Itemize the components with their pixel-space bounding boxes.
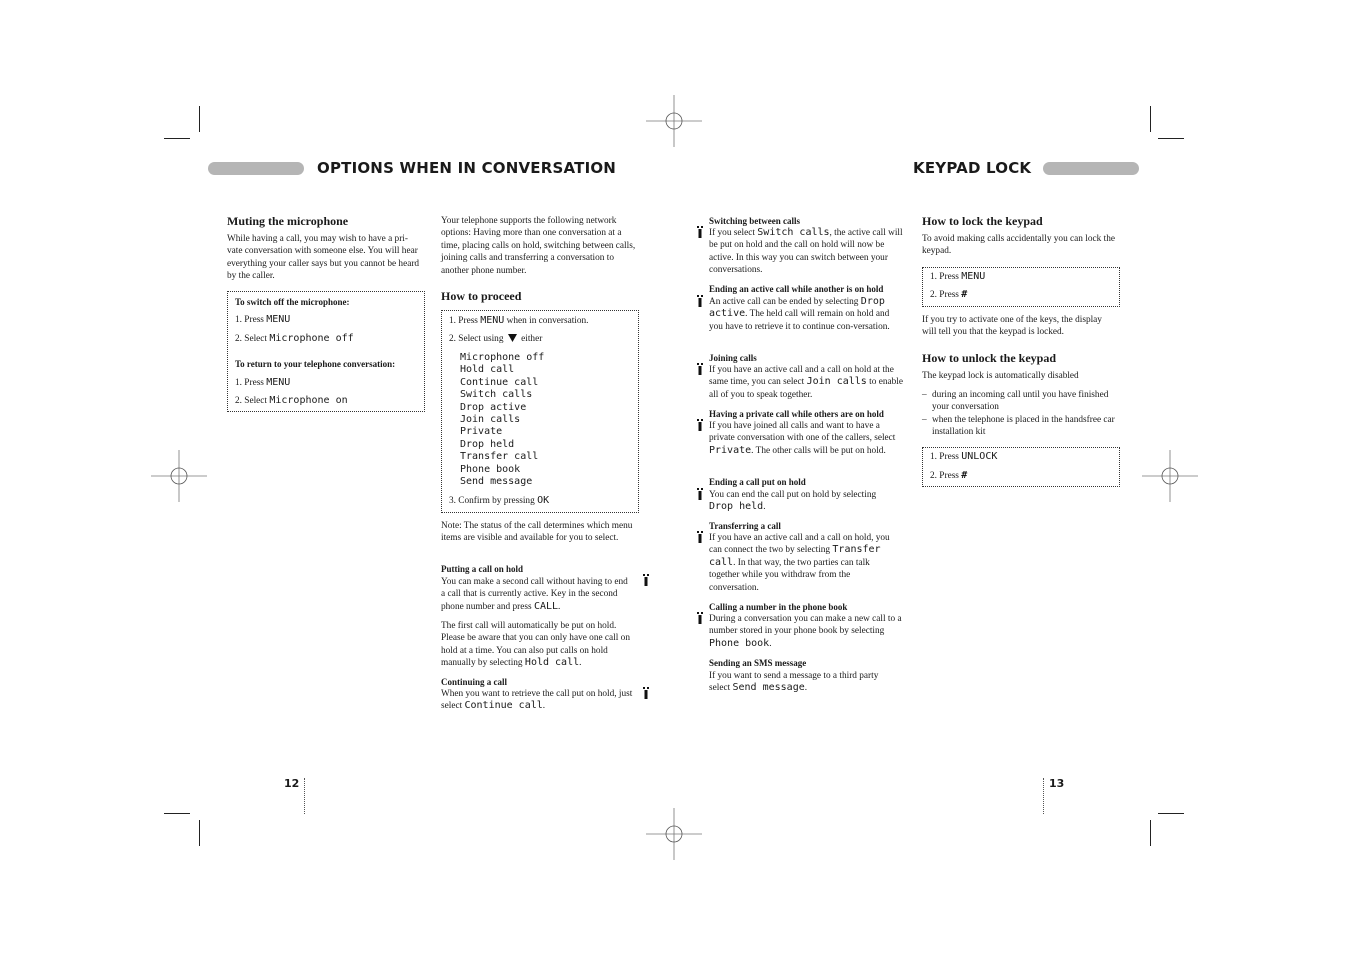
handset-icon xyxy=(696,295,704,307)
page-number-left: 12 xyxy=(284,777,300,790)
joining-text: If you have an active call and a call on hold at the same time, you can select Join calls to enable all of you to speak together. xyxy=(709,365,903,400)
handset-icon xyxy=(696,419,704,431)
muting-step-4: 2. Select Microphone on xyxy=(235,395,348,406)
putting-on-hold-heading: Putting a call on hold xyxy=(441,564,524,574)
proceed-step-2: 2. Select using either xyxy=(449,334,543,344)
how-to-proceed-box xyxy=(441,310,639,513)
muting-step-1: 1. Press MENU xyxy=(235,314,291,325)
transferring-heading: Transferring a call xyxy=(709,521,781,531)
unlock-bullet-2: when the telephone is placed in the handsfree car installation kit xyxy=(932,415,1115,438)
dotted-guide xyxy=(304,778,305,814)
handset-icon xyxy=(696,488,704,500)
registration-mark-icon xyxy=(646,806,702,862)
continuing-heading: Continuing a call xyxy=(441,677,508,687)
menu-option: Phone book xyxy=(460,463,521,475)
ending-active-text: An active call can be ended by selecting Drop active. The held call will remain on hold and you have to retrieve it to continue con-versation. xyxy=(709,296,890,332)
phone-book-heading: Calling a number in the phone book xyxy=(709,602,848,612)
registration-mark-icon xyxy=(151,448,207,504)
unlock-step-1: 1. Press UNLOCK xyxy=(930,451,998,462)
menu-option: Drop held xyxy=(460,438,515,450)
unlock-bullet-1: during an incoming call until you have finished your conversation xyxy=(932,390,1109,413)
crop-mark xyxy=(1158,138,1184,139)
muting-heading: Muting the microphone xyxy=(227,214,349,228)
muting-instructions-box xyxy=(227,291,425,412)
muting-text: While having a call, you may wish to have a pri-vate conversation with someone else. You will hear everything your caller says but you cannot be heard by the caller. xyxy=(227,234,420,282)
page-number-right: 13 xyxy=(1049,777,1065,790)
crop-mark xyxy=(199,106,200,132)
handset-icon xyxy=(696,531,704,543)
crop-mark xyxy=(199,820,200,846)
menu-option: Hold call xyxy=(460,364,515,376)
joining-heading: Joining calls xyxy=(709,353,757,363)
private-heading: Having a private call while others are on hold xyxy=(709,409,884,419)
switch-off-heading: To switch off the microphone: xyxy=(235,297,350,307)
private-text: If you have joined all calls and want to have a private conversation with one of the callers, select Private. The other calls will be put on hold. xyxy=(709,421,896,456)
menu-option: Send message xyxy=(460,476,533,487)
proceed-step-3: 3. Confirm by pressing OK xyxy=(449,495,550,506)
lock-heading: How to lock the keypad xyxy=(922,214,1043,228)
switching-heading: Switching between calls xyxy=(709,216,800,226)
right-page-title: KEYPAD LOCK xyxy=(913,159,1032,177)
lock-after-text: If you try to activate one of the keys, the display will tell you that the keypad is locked. xyxy=(922,315,1102,338)
transferring-text: If you have an active call and a call on hold, you can connect the two by selecting Transfer call. In that way, the two parties can talk together while you withdraw from the conversation. xyxy=(709,533,890,593)
menu-option: Transfer call xyxy=(460,451,539,463)
how-to-proceed-heading: How to proceed xyxy=(441,289,522,303)
lock-step-1: 1. Press MENU xyxy=(930,271,986,282)
bullet-mark: – xyxy=(922,390,927,400)
dotted-guide xyxy=(1043,778,1044,814)
intro-text: Your telephone supports the following network options: Having more than one conversation at a time, placing calls on hold, switching between calls, joining calls and transferring a conversation to another phone number. xyxy=(441,216,636,276)
menu-option: Switch calls xyxy=(460,389,533,401)
menu-option: Continue call xyxy=(460,376,539,388)
handset-icon xyxy=(642,687,650,699)
ending-active-heading: Ending an active call while another is on hold xyxy=(709,284,884,294)
down-arrow-icon xyxy=(508,334,517,342)
handset-icon xyxy=(642,574,650,586)
sms-text: If you want to send a message to a third party select Send message. xyxy=(709,671,879,694)
continuing-text: When you want to retrieve the call put on hold, just select Continue call. xyxy=(441,689,633,712)
return-heading: To return to your telephone conversation: xyxy=(235,359,396,369)
crop-mark xyxy=(164,813,190,814)
note-text: Note: The status of the call determines which menu items are visible and available for you to select. xyxy=(441,521,633,544)
registration-mark-icon xyxy=(1142,448,1198,504)
menu-option: Private xyxy=(460,426,503,438)
muting-step-2: 2. Select Microphone off xyxy=(235,333,354,344)
handset-icon xyxy=(696,226,704,238)
registration-mark-icon xyxy=(646,93,702,149)
muting-step-3: 1. Press MENU xyxy=(235,377,291,388)
left-page-title: OPTIONS WHEN IN CONVERSATION xyxy=(317,159,617,177)
handset-icon xyxy=(696,612,704,624)
switching-text: If you select Switch calls, the active call will be put on hold and the call on hold will now be active. In this way you can switch between your conversations. xyxy=(709,227,903,276)
lock-instructions-box xyxy=(922,267,1120,307)
proceed-step-1: 1. Press MENU when in conversation. xyxy=(449,315,589,326)
putting-on-hold-text-2: The first call will automatically be put on hold. Please be aware that you can only have one call on hold at a time. You can also put calls on hold manually by selecting Hold call. xyxy=(441,621,630,669)
unlock-instructions-box xyxy=(922,447,1120,487)
menu-option: Microphone off xyxy=(460,352,545,363)
menu-option: Join calls xyxy=(460,414,521,425)
unlock-step-2: 2. Press # xyxy=(930,470,968,481)
ending-held-heading: Ending a call put on hold xyxy=(709,477,806,487)
lock-step-2: 2. Press # xyxy=(930,289,968,300)
crop-mark xyxy=(1150,820,1151,846)
putting-on-hold-text: You can make a second call without having to end a call that is currently active. Key in the second phone number and press CALL. xyxy=(441,577,628,612)
crop-mark xyxy=(1150,106,1151,132)
unlock-heading: How to unlock the keypad xyxy=(922,351,1057,365)
header-pill-right xyxy=(1043,162,1139,175)
crop-mark xyxy=(164,138,190,139)
phone-book-text: During a conversation you can make a new call to a number stored in your phone book by selecting Phone book. xyxy=(709,614,902,649)
lock-text: To avoid making calls accidentally you can lock the keypad. xyxy=(922,234,1115,257)
crop-mark xyxy=(1158,813,1184,814)
unlock-text: The keypad lock is automatically disabled xyxy=(922,371,1079,381)
sms-heading: Sending an SMS message xyxy=(709,658,807,668)
ending-held-text: You can end the call put on hold by selecting Drop held. xyxy=(709,490,877,513)
bullet-mark: – xyxy=(922,415,927,425)
handset-icon xyxy=(696,363,704,375)
menu-option: Drop active xyxy=(460,401,527,413)
header-pill-left xyxy=(208,162,304,175)
